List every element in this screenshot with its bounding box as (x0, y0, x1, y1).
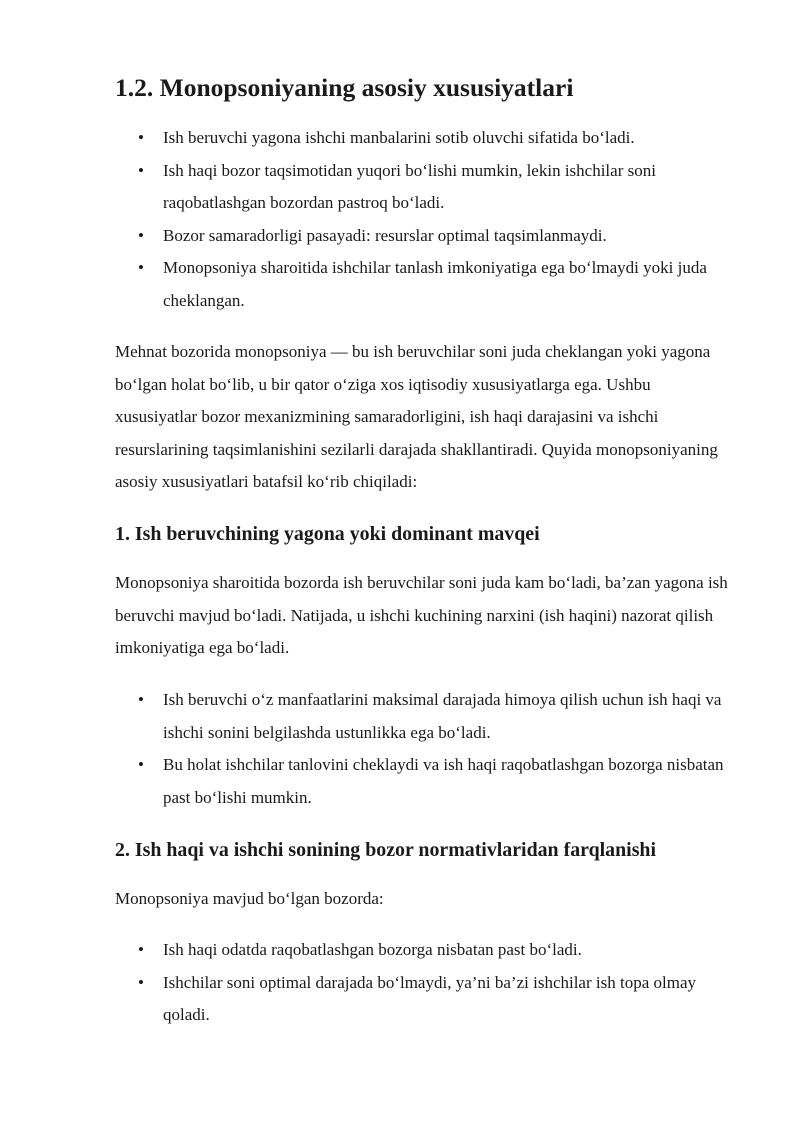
bullet-icon: • (138, 940, 144, 959)
list-item-text: Ish beruvchi yagona ishchi manbalarini sotib oluvchi sifatida bo‘ladi. (163, 128, 635, 147)
list-item (115, 220, 735, 253)
list-item (115, 155, 735, 220)
list-item-text: Bu holat ishchilar tanlovini cheklaydi va ish haqi raqobatlashgan bozorga nisbatan past bo‘lishi mumkin. (163, 755, 724, 807)
list-item-text: Ish haqi odatda raqobatlashgan bozorga nisbatan past bo‘ladi. (163, 940, 582, 959)
subsection-2-paragraph: Monopsoniya mavjud bo‘lgan bozorda: (115, 889, 384, 908)
section-title: 1.2. Monopsoniyaning asosiy xususiyatlari (115, 73, 574, 102)
bullet-icon: • (138, 128, 144, 147)
list-item (115, 252, 735, 317)
intro-paragraph: Mehnat bozorida monopsoniya — bu ish beruvchilar soni juda cheklangan yoki yagona bo‘lgan holat bo‘lib, u bir qator o‘ziga xos iqtisodiy xususiyatlarga ega. Ushbu xususiyatlar bozor mexanizmining samaradorligini, ish haqi darajasini va ishchi resurslarining taqsimlanishini sezilarli darajada shakllantiradi. Quyida monopsoniyaning asosiy xususiyatlari batafsil ko‘rib chiqiladi: (115, 342, 718, 491)
subsection-2-bullet-list (115, 934, 735, 1032)
bullet-icon: • (138, 258, 144, 277)
list-item (115, 967, 735, 1032)
bullet-icon: • (138, 160, 144, 180)
subsection-1-bullet-list (115, 684, 735, 814)
subsection-1-title: 1. Ish beruvchining yagona yoki dominant mavqei (115, 523, 540, 545)
list-item-text: Ishchilar soni optimal darajada bo‘lmaydi, ya’ni ba’zi ishchilar ish topa olmay qoladi. (163, 972, 696, 1024)
list-item-text: Ish beruvchi o‘z manfaatlarini maksimal darajada himoya qilish uchun ish haqi va ishchi sonini belgilashda ustunlikka ega bo‘ladi. (163, 690, 722, 742)
bullet-icon: • (138, 755, 144, 774)
bullet-icon: • (138, 225, 144, 245)
list-item-text: Ish haqi bozor taqsimotidan yuqori bo‘lishi mumkin, lekin ishchilar soni raqobatlashgan bozordan pastroq bo‘ladi. (163, 160, 656, 212)
bullet-icon: • (138, 972, 144, 992)
subsection-2-title: 2. Ish haqi va ishchi sonining bozor normativlaridan farqlanishi (115, 839, 657, 861)
list-item (115, 934, 735, 967)
intro-bullet-list (115, 122, 735, 317)
list-item-text: Bozor samaradorligi pasayadi: resurslar optimal taqsimlanmaydi. (163, 225, 607, 245)
subsection-1-paragraph: Monopsoniya sharoitida bozorda ish beruvchilar soni juda kam bo‘ladi, ba’zan yagona ish beruvchi mavjud bo‘ladi. Natijada, u ishchi kuchining narxini (ish haqini) nazorat qilish imkoniyatiga ega bo‘ladi. (115, 573, 728, 657)
list-item (115, 749, 735, 814)
list-item (115, 122, 735, 155)
list-item-text: Monopsoniya sharoitida ishchilar tanlash imkoniyatiga ega bo‘lmaydi yoki juda cheklangan. (163, 258, 707, 310)
list-item (115, 684, 735, 749)
bullet-icon: • (138, 690, 144, 709)
